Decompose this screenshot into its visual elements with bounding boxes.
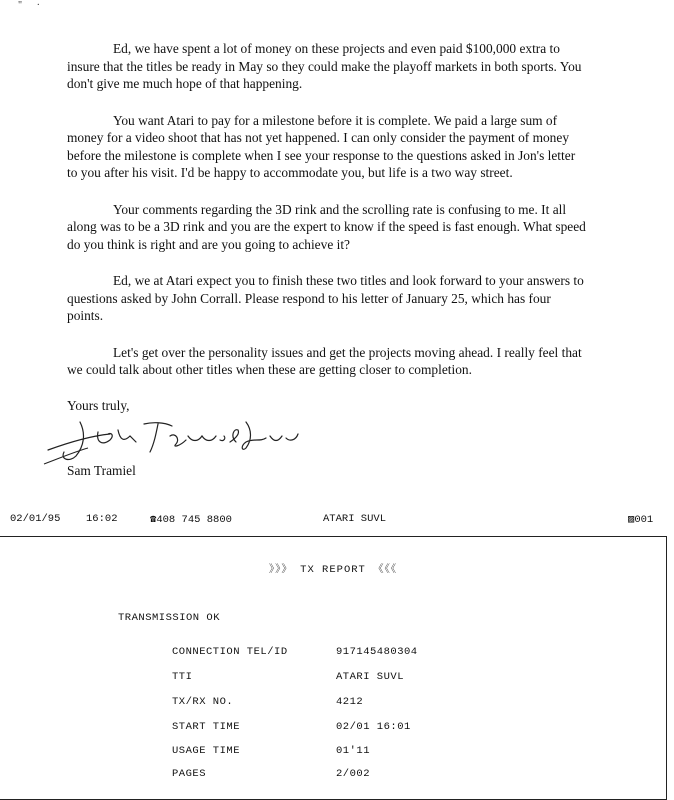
paragraph: Let's get over the personality issues and get the projects moving ahead. I really feel that we could talk about other titles when these are getting closer to completion. bbox=[67, 344, 582, 377]
letter-body bbox=[67, 40, 587, 398]
corner-mark: " · bbox=[18, 0, 46, 11]
signer-name: Sam Tramiel bbox=[67, 463, 136, 478]
transmission-status: TRANSMISSION OK bbox=[118, 612, 221, 624]
report-row bbox=[172, 671, 572, 685]
paragraph: You want Atari to pay for a milestone before it is complete. We paid a large sum of money for a video shoot that has not yet happened. I can only consider the payment of money before the milestone is complete when I see your response to the questions asked in Jon's letter to you after his visit. I'd be happy to accommodate you, but life is a two way street. bbox=[67, 112, 576, 180]
row-value: 4212 bbox=[336, 696, 364, 708]
fax-date: 02/01/95 bbox=[10, 513, 61, 525]
report-row bbox=[172, 745, 572, 759]
row-value: 2/002 bbox=[336, 768, 371, 780]
paragraph: Ed, we have spent a lot of money on these projects and even paid $100,000 extra to insure that the titles be ready in May so they could make the playoff markets in both sports. You don't give me much hope of that happening. bbox=[67, 41, 582, 91]
row-label: TX/RX NO. bbox=[172, 696, 234, 708]
paragraph: Your comments regarding the 3D rink and the scrolling rate is confusing to me. It all along was to be a 3D rink and you are the expert to know if the speed is fast enough. What speed do you think is right and are you going to achieve it? bbox=[67, 201, 586, 252]
report-row bbox=[172, 696, 572, 710]
row-label: TTI bbox=[172, 671, 193, 683]
row-value: ATARI SUVL bbox=[336, 671, 405, 683]
handwritten-signature bbox=[40, 412, 310, 467]
row-value: 917145480304 bbox=[336, 646, 418, 658]
report-row bbox=[172, 768, 572, 782]
row-value: 02/01 16:01 bbox=[336, 721, 411, 733]
tx-report bbox=[0, 536, 667, 800]
row-label: START TIME bbox=[172, 721, 241, 733]
fax-phone: ☎408 745 8800 bbox=[150, 514, 232, 526]
fax-time: 16:02 bbox=[86, 513, 118, 525]
row-label: CONNECTION TEL/ID bbox=[172, 646, 288, 658]
report-title: 》》》 TX REPORT 《《《 bbox=[268, 564, 398, 576]
report-row bbox=[172, 646, 572, 660]
row-label: PAGES bbox=[172, 768, 207, 780]
fax-page-number: ▨001 bbox=[628, 514, 654, 526]
paragraph: Ed, we at Atari expect you to finish these two titles and look forward to your answers to questions asked by John Corrall. Please respond to his letter of January 25, which has four points. bbox=[67, 273, 584, 323]
fax-sender: ATARI SUVL bbox=[323, 513, 387, 525]
report-row bbox=[172, 721, 572, 735]
row-label: USAGE TIME bbox=[172, 745, 241, 757]
fax-header bbox=[10, 513, 662, 529]
closing: Yours truly, bbox=[67, 398, 130, 413]
row-value: 01'11 bbox=[336, 745, 371, 757]
